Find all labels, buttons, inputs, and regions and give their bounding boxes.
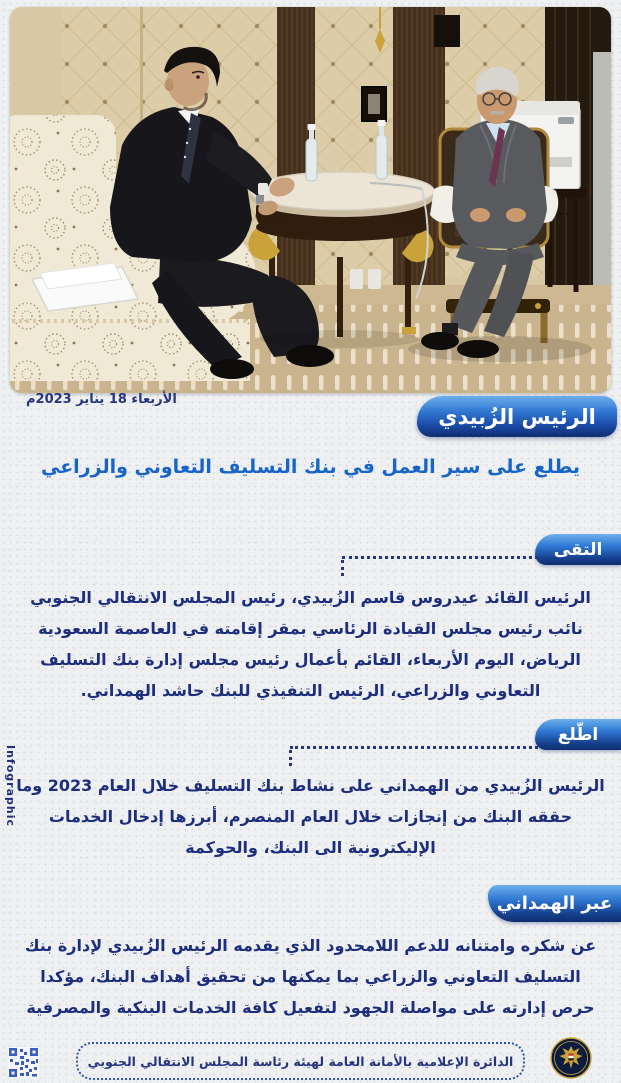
qr-code [8,1047,39,1078]
leader-line-2-corner [289,750,292,766]
date-text: الأربعاء 18 يناير 2023م [26,392,177,407]
section-body-hamdani: عن شكره وامتنانه للدعم اللامحدود الذي يقدمه الرئيس الزُبيدي لإدارة بنك التسليف التعاوني والزراعي بما يمكنها من تحقيق أهداف البنك، مؤكدا حرص إدارته على مواصلة الجهود لتفعيل كافة الخدمات البنكية والمصرفية [24,936,597,1017]
qr-code-icon [8,1047,39,1078]
leader-line-1 [342,556,538,559]
section-body-reviewed: الرئيس الزُبيدي من الهمداني على نشاط بنك التسليف خلال العام 2023 وما حققه البنك من إنجازات خلال العام المنصرم، أبرزها إدخال الخدمات الإليكترونية الى البنك، والحوكمة [16,776,605,857]
shoe-2 [210,359,254,379]
curtain-strip [593,52,611,287]
section-badge-met: التقى [535,534,621,565]
hand-2 [470,208,490,222]
page-subtitle: يطلع على سير العمل في بنك التسليف التعاوني والزراعي [40,456,581,478]
leader-line-2 [290,746,538,749]
mustache [490,111,504,115]
infographic-label: Infographic [4,745,17,827]
stc-emblem-logo [550,1037,592,1079]
section-badge-hamdani: عبر الهمداني [488,885,621,922]
leader-line-1-corner [341,560,344,576]
shoe [286,345,334,367]
wall-frame-2 [434,15,460,47]
footer-credit-box [76,1042,525,1080]
stc-emblem-icon [550,1037,592,1079]
section-body-met: الرئيس القائد عيدروس قاسم الزُبيدي، رئيس المجلس الانتقالي الجنوبي نائب رئيس مجلس القيادة الرئاسي بمقر إقامته في العاصمة السعودية الرياض، اليوم الأربعاء، القائم بأعمال رئيس مجلس إدارة بنك التسليف التعاوني والزراعي، الرئيس التنفيذي للبنك حاشد الهمداني. [30,588,591,700]
shoe-4 [457,340,499,358]
light-switch [350,269,363,289]
shoe-3 [421,332,459,350]
meeting-photo [10,7,611,393]
section-badge-reviewed: اطّلع [535,719,621,750]
title-badge: الرئيس الزُبيدي [417,396,617,437]
meeting-photo-illustration [10,7,611,393]
ring [520,211,524,215]
footer-credit-text: الدائرة الإعلامية بالأمانة العامة لهيئة رئاسة المجلس الانتقالي الجنوبي [87,1053,514,1069]
